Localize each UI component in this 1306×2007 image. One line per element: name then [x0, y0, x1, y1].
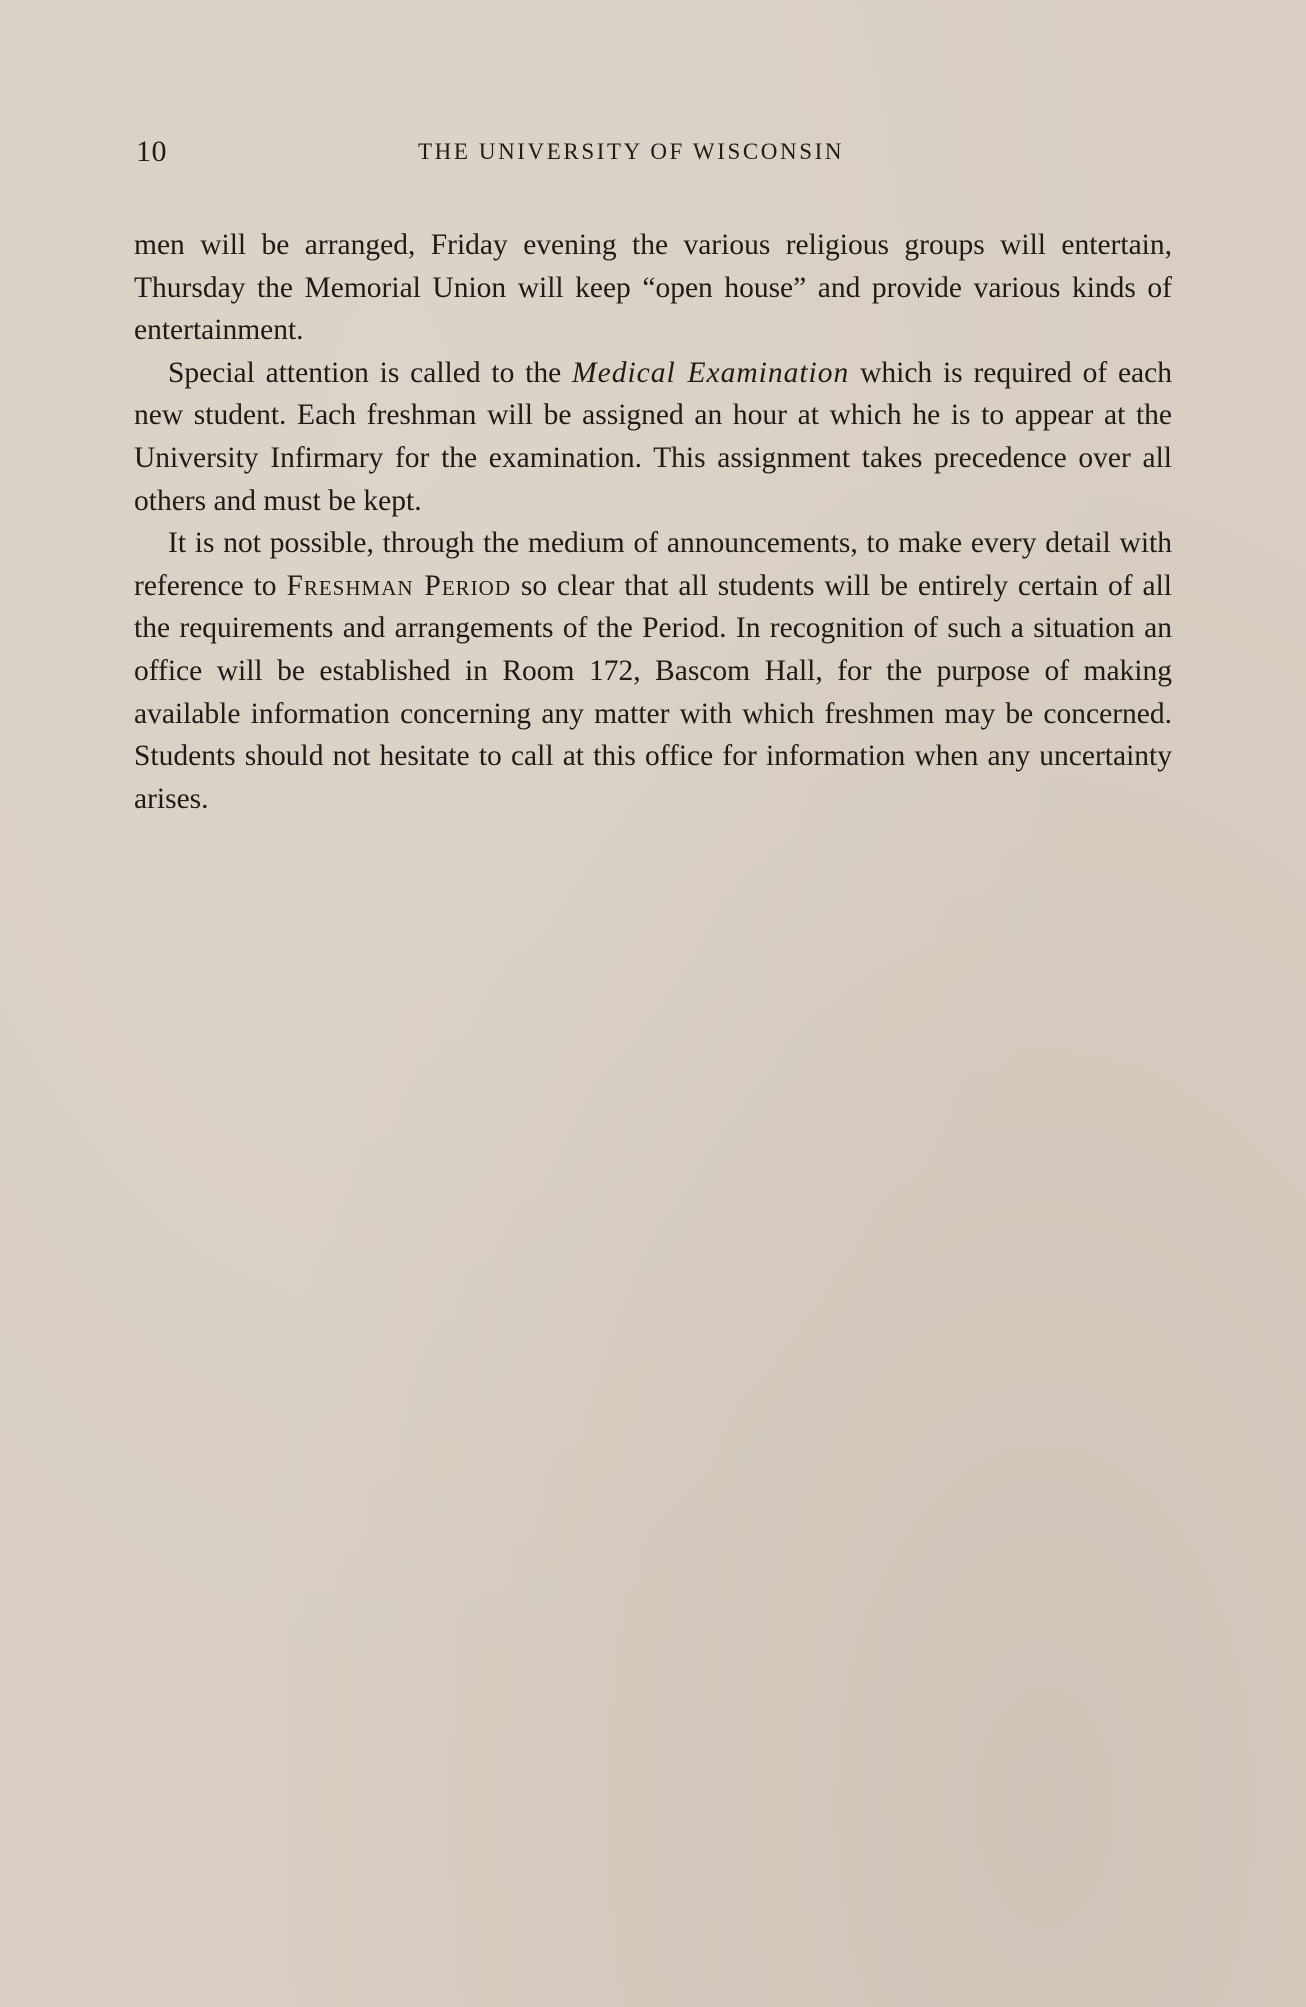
page-number: 10	[136, 135, 167, 168]
paragraph-text-end: so clear that all students will be entirely certain of all the requirements and arrangements of the Period. In recognition of such a situation an office will be established in Room 172, Bascom Hall, for the purpose of making available information concerning any matter with which freshmen may be concerned. Students should not hesitate to call at this office for information when any uncertainty arises.	[134, 569, 1172, 815]
running-title: THE UNIVERSITY OF WISCONSIN	[418, 139, 845, 164]
italic-term: Medical Examination	[572, 356, 850, 389]
paragraph-text: men will be arranged, Friday evening the various religious groups will entertain, Thursday the Memorial Union will keep “open house” and provide various kinds of entertainment.	[134, 229, 1172, 347]
paragraph-continued	[134, 224, 1172, 352]
paragraph-text-start: Special attention is called to the	[168, 356, 573, 389]
body-text	[134, 224, 1172, 820]
paragraph-text-start: It is not possible, through the medium of announcements, to make every detail with reference to	[134, 527, 1172, 602]
paragraph-medical-examination	[134, 352, 1172, 522]
smallcaps-term: Freshman Period	[286, 569, 511, 602]
paragraph-information-office	[134, 522, 1172, 820]
running-header	[0, 132, 1306, 172]
paragraph-text-end: which is required of each new student. Each freshman will be assigned an hour at which he is to appear at the University Infirmary for the examination. This assignment takes precedence over all others and must be kept.	[134, 356, 1172, 517]
